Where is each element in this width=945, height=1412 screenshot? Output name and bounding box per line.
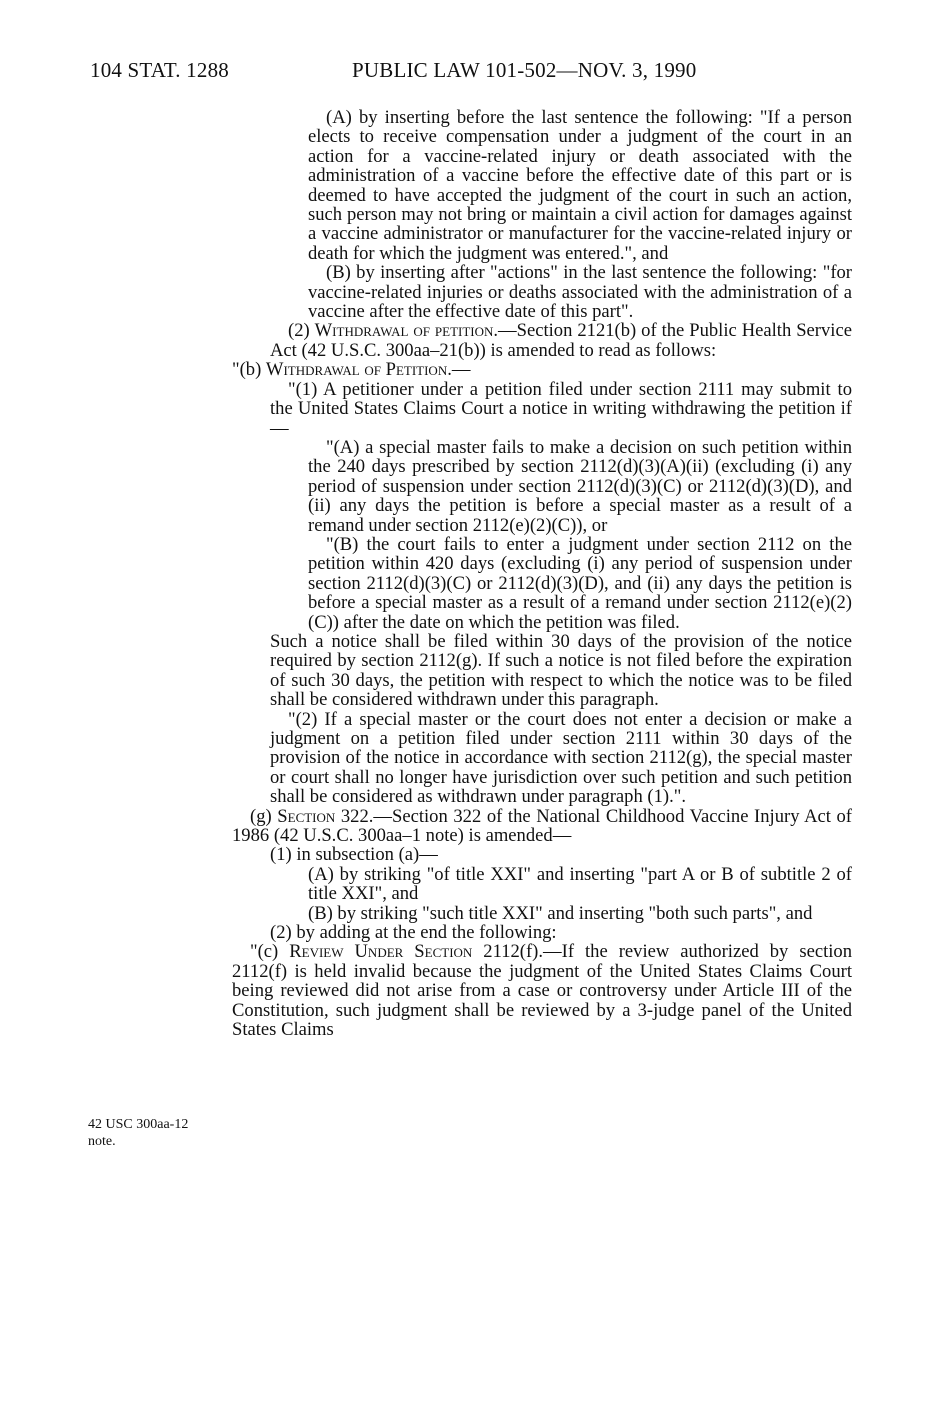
paragraph-withdrawal bbox=[232, 321, 852, 360]
g-prefix: (g) bbox=[250, 805, 278, 827]
paragraph-g1: (1) in subsection (a)— bbox=[270, 844, 438, 866]
w2-caption: Withdrawal of petition bbox=[314, 320, 494, 342]
w2-text: .—Section 2121(b) of the Public Health Service Act (42 U.S.C. 300aa–21(b)) is amended to read as follows: bbox=[270, 320, 852, 361]
paragraph-g1b: (B) by striking "such title XXI" and inserting "both such parts", and bbox=[308, 902, 813, 924]
w2-prefix: (2) bbox=[288, 320, 315, 342]
c-caption: Review Under Section bbox=[289, 941, 473, 963]
b-prefix: "(b) bbox=[232, 359, 266, 381]
paragraph-p2: "(2) If a special master or the court does not enter a decision or make a judgment on a petition filed under section 2111 within 30 days of the provision of the notice in accordance with section 2112(g), the special master or court shall no longer have jurisdiction over such petition and such petition shall be considered as withdrawn under paragraph (1).". bbox=[270, 708, 852, 808]
paragraph-p1b: "(B) the court fails to enter a judgment under section 2112 on the petition within 420 days (excluding (i) any period of suspension under section 2112(d)(3)(C) or 2112(d)(3)(D), and (ii) any days the petition is before a special master as a result of a remand under section 2112(e)(2)(C)) after the date on which the petition was filed. bbox=[308, 533, 852, 633]
page-stat-number: 104 STAT. 1288 bbox=[90, 58, 229, 82]
page-header-title: PUBLIC LAW 101-502—NOV. 3, 1990 bbox=[352, 58, 697, 82]
paragraph-g bbox=[232, 807, 852, 846]
g-text: 322.—Section 322 of the National Childhood Vaccine Injury Act of 1986 (42 U.S.C. 300aa–1 note) is amended— bbox=[232, 805, 852, 847]
g-caption: Section bbox=[277, 805, 336, 827]
paragraph-a1: (A) by inserting before the last sentence the following: "If a person elects to receive compensation under a judgment of the court in an action for a vaccine-related injury or death associated with the administration of a vaccine before the effective date of this part or is deemed to have accepted the judgment of the court in such an action, such person may not bring or maintain a civil action for damages against a vaccine administrator or manufacturer for the vaccine-related injury or death for which the judgment was entered.", and bbox=[308, 107, 852, 264]
paragraph-p1-tail: Such a notice shall be filed within 30 days of the provision of the notice required by section 2112(g). If such a notice is not filed before the expiration of such 30 days, the petition with respect to which the notice was to be filed shall be considered withdrawn under this paragraph. bbox=[270, 630, 852, 711]
paragraph-b-heading bbox=[232, 360, 852, 379]
c-text: 2112(f).—If the review authorized by section 2112(f) is held invalid because the judgment of the United States Claims Court being reviewed did not arise from a case or controversy under Article III of the Constitution, such judgment shall be reviewed by a 3-judge panel of the United States Claims bbox=[232, 941, 853, 1041]
paragraph-c bbox=[232, 942, 852, 1039]
b-caption: Withdrawal of Petition bbox=[265, 359, 448, 381]
document-body bbox=[232, 108, 852, 1040]
b-text: .— bbox=[447, 359, 471, 381]
paragraph-p1: "(1) A petitioner under a petition filed under section 2111 may submit to the United States Claims Court a notice in writing withdrawing the petition if— bbox=[270, 378, 852, 439]
paragraph-b1: (B) by inserting after "actions" in the last sentence the following: "for vaccine-related injuries or deaths associated with the administration of a vaccine after the effective date of this part". bbox=[308, 262, 852, 323]
paragraph-p1a: "(A) a special master fails to make a decision on such petition within the 240 days prescribed by section 2112(d)(3)(A)(ii) (excluding (i) any period of suspension under section 2112(d)(3)(C) or 2112(d)(3)(D), and (ii) any days the petition is before a special master as a result of a remand under section 2112(e)(2)(C)), or bbox=[308, 436, 852, 536]
c-prefix: "(c) bbox=[250, 941, 290, 963]
margin-note: 42 USC 300aa-12 note. bbox=[88, 1117, 189, 1149]
paragraph-g2: (2) by adding at the end the following: bbox=[270, 922, 557, 944]
paragraph-g1a: (A) by striking "of title XXI" and inserting "part A or B of subtitle 2 of title XXI", and bbox=[308, 863, 852, 905]
